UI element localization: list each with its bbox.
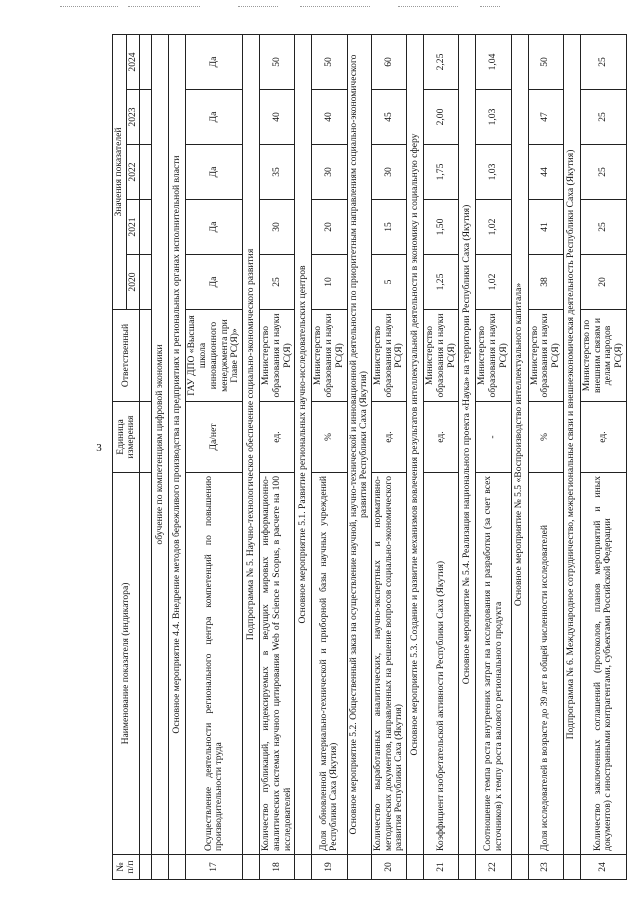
spacer-cell <box>140 473 152 855</box>
responsible-cell: ГАУ ДПО «Высшая школа инновационного менеджмента при Главе РС(Я)» <box>186 310 243 402</box>
header-year: 2021 <box>126 200 140 255</box>
spacer-cell <box>140 34 152 89</box>
responsible-cell: Министерство образования и науки РС(Я) <box>528 310 563 402</box>
indicator-name: Количество заключенных соглашений (протоколов, планов мероприятий и иных документов) с иностранными контрагентами, субъектами Российской Федерации <box>580 473 626 855</box>
row-number: 24 <box>580 855 626 880</box>
spacer-cell <box>140 402 152 473</box>
section-row <box>347 34 371 879</box>
section-num-cell <box>243 855 260 880</box>
scan-artifact <box>238 6 278 7</box>
unit-cell: Да/нет <box>186 402 243 473</box>
value-cell: Да <box>186 90 243 145</box>
spacer-row <box>140 34 152 879</box>
scan-artifact <box>60 6 118 7</box>
value-cell: 1,03 <box>476 145 511 200</box>
section-title: Основное мероприятие 4.4. Внедрение методов бережливого производства на предприятиях и региональных органах исполнительной власти <box>169 34 186 854</box>
value-cell: 25 <box>260 255 295 310</box>
value-cell: 40 <box>260 90 295 145</box>
value-cell: 1,02 <box>476 255 511 310</box>
section-num-cell <box>459 855 476 880</box>
spacer-cell <box>140 855 152 880</box>
section-row <box>563 34 580 879</box>
spacer-cell <box>140 200 152 255</box>
row-number: 22 <box>476 855 511 880</box>
unit-cell: ед. <box>260 402 295 473</box>
header-name: Наименование показателя (индикатора) <box>113 473 140 855</box>
value-cell: 50 <box>528 34 563 89</box>
indicator-name: Количество выработанных аналитических, научно-экспертных и нормативно-методических документов, направленных на решение вопросов социально-экономического развития Республики Саха (Якутия) <box>372 473 407 855</box>
table-body <box>140 34 626 879</box>
value-cell: 1,75 <box>424 145 459 200</box>
unit-cell: - <box>476 402 511 473</box>
table-row <box>260 34 295 879</box>
table-row <box>580 34 626 879</box>
unit-cell: % <box>528 402 563 473</box>
indicator-name: Коэффициент изобретательской активности Республики Саха (Якутия) <box>424 473 459 855</box>
value-cell: 20 <box>580 255 626 310</box>
section-title: Основное мероприятие № 5.5 «Воспроизводство интеллектуального капитала» <box>511 34 528 854</box>
value-cell: 30 <box>372 145 407 200</box>
unit-cell: ед. <box>580 402 626 473</box>
value-cell: Да <box>186 145 243 200</box>
table-row <box>186 34 243 879</box>
section-num-cell <box>169 855 186 880</box>
value-cell: 20 <box>312 200 347 255</box>
section-title: Основное мероприятие 5.2. Общественный заказ на осуществление научной, научно-технической и инновационной деятельности по приоритетным направлениям социально-экономического развития Республики Саха (Якутия) <box>347 34 371 854</box>
value-cell: 15 <box>372 200 407 255</box>
section-title: Основное мероприятие 5.1. Развитие региональных научно-исследовательских центров <box>295 34 312 854</box>
section-row <box>169 34 186 879</box>
value-cell: 1,25 <box>424 255 459 310</box>
value-cell: 38 <box>528 255 563 310</box>
header-year: 2024 <box>126 34 140 89</box>
value-cell: 41 <box>528 200 563 255</box>
value-cell: 5 <box>372 255 407 310</box>
value-cell: 25 <box>580 90 626 145</box>
spacer-cell <box>140 255 152 310</box>
scan-artifact <box>398 6 458 7</box>
responsible-cell: Министерство образования и науки РС(Я) <box>260 310 295 402</box>
value-cell: Да <box>186 255 243 310</box>
indicator-name: Осуществление деятельности регионального центра компетенций по повышению производительности труда <box>186 473 243 855</box>
section-num-cell <box>152 855 169 880</box>
unit-cell: ед. <box>424 402 459 473</box>
indicator-name: Количество публикаций, индексируемых в ведущих мировых информационно-аналитических системах научного цитирования Web of Science и Scopus, в расчете на 100 исследователей <box>260 473 295 855</box>
scan-artifact <box>300 6 370 7</box>
page-number: 3 <box>96 442 102 454</box>
row-number: 21 <box>424 855 459 880</box>
section-title: обучение по компетенциям цифровой экономики <box>152 34 169 854</box>
value-cell: 47 <box>528 90 563 145</box>
section-title: Подпрограмма № 5. Научно-технологическое обеспечение социально-экономического развития <box>243 34 260 854</box>
header-num: № п/п <box>113 855 140 880</box>
header-year: 2022 <box>126 145 140 200</box>
table-row <box>312 34 347 879</box>
value-cell: 44 <box>528 145 563 200</box>
value-cell: 2,25 <box>424 34 459 89</box>
indicator-name: Соотношение темпа роста внутренних затрат на исследования и разработки (за счет всех источников) к темпу роста валового регионального продукта <box>476 473 511 855</box>
section-row <box>459 34 476 879</box>
value-cell: 50 <box>260 34 295 89</box>
value-cell: 1,50 <box>424 200 459 255</box>
value-cell: 25 <box>580 34 626 89</box>
section-row <box>295 34 312 879</box>
header-responsible: Ответственный <box>113 310 140 402</box>
value-cell: 30 <box>312 145 347 200</box>
section-row <box>407 34 424 879</box>
responsible-cell: Министерство образования и науки РС(Я) <box>424 310 459 402</box>
header-values: Значения показателей <box>113 34 127 309</box>
section-title: Подпрограмма № 6. Международное сотрудничество, межрегиональные связи и внешнеэкономическая деятельность Республики Саха (Якутия) <box>563 34 580 854</box>
section-row <box>511 34 528 879</box>
unit-cell: % <box>312 402 347 473</box>
value-cell: 1,03 <box>476 90 511 145</box>
table-row <box>424 34 459 879</box>
value-cell: 25 <box>580 145 626 200</box>
row-number: 20 <box>372 855 407 880</box>
spacer-cell <box>140 310 152 402</box>
header-year: 2020 <box>126 255 140 310</box>
section-title: Основное мероприятие № 5.4. Реализация национального проекта «Наука» на территории Республики Саха (Якутия) <box>459 34 476 854</box>
header-row-1 <box>113 34 127 879</box>
value-cell: 45 <box>372 90 407 145</box>
responsible-cell: Министерство образования и науки РС(Я) <box>372 310 407 402</box>
unit-cell: ед. <box>372 402 407 473</box>
value-cell: 50 <box>312 34 347 89</box>
value-cell: 30 <box>260 200 295 255</box>
section-num-cell <box>563 855 580 880</box>
value-cell: 60 <box>372 34 407 89</box>
indicators-table <box>112 34 627 880</box>
responsible-cell: Министерство образования и науки РС(Я) <box>476 310 511 402</box>
indicator-name: Доля обновленной материально-технической и приборной базы научных учреждений Республики Саха (Якутия) <box>312 473 347 855</box>
value-cell: 1,04 <box>476 34 511 89</box>
row-number: 18 <box>260 855 295 880</box>
value-cell: 10 <box>312 255 347 310</box>
value-cell: 40 <box>312 90 347 145</box>
spacer-cell <box>140 145 152 200</box>
section-num-cell <box>407 855 424 880</box>
section-num-cell <box>347 855 371 880</box>
header-year: 2023 <box>126 90 140 145</box>
responsible-cell: Министерство по внешним связям и делам народов РС(Я) <box>580 310 626 402</box>
responsible-cell: Министерство образования и науки РС(Я) <box>312 310 347 402</box>
table-row <box>528 34 563 879</box>
value-cell: Да <box>186 200 243 255</box>
value-cell: 35 <box>260 145 295 200</box>
row-number: 17 <box>186 855 243 880</box>
table-row <box>372 34 407 879</box>
value-cell: Да <box>186 34 243 89</box>
value-cell: 25 <box>580 200 626 255</box>
spacer-cell <box>140 90 152 145</box>
header-unit: Единица измерения <box>113 402 140 473</box>
section-title: Основное мероприятие 5.3. Создание и развитие механизмов вовлечения результатов интеллектуальной деятельности в экономику и социальную сферу <box>407 34 424 854</box>
scan-artifact <box>128 6 200 7</box>
section-row <box>152 34 169 879</box>
table-row <box>476 34 511 879</box>
section-num-cell <box>295 855 312 880</box>
row-number: 23 <box>528 855 563 880</box>
value-cell: 2,00 <box>424 90 459 145</box>
section-row <box>243 34 260 879</box>
indicator-name: Доля исследователей в возрасте до 39 лет в общей численности исследователей <box>528 473 563 855</box>
row-number: 19 <box>312 855 347 880</box>
rotated-table-container <box>112 35 625 880</box>
section-num-cell <box>511 855 528 880</box>
scan-artifact <box>480 6 500 7</box>
value-cell: 1,02 <box>476 200 511 255</box>
